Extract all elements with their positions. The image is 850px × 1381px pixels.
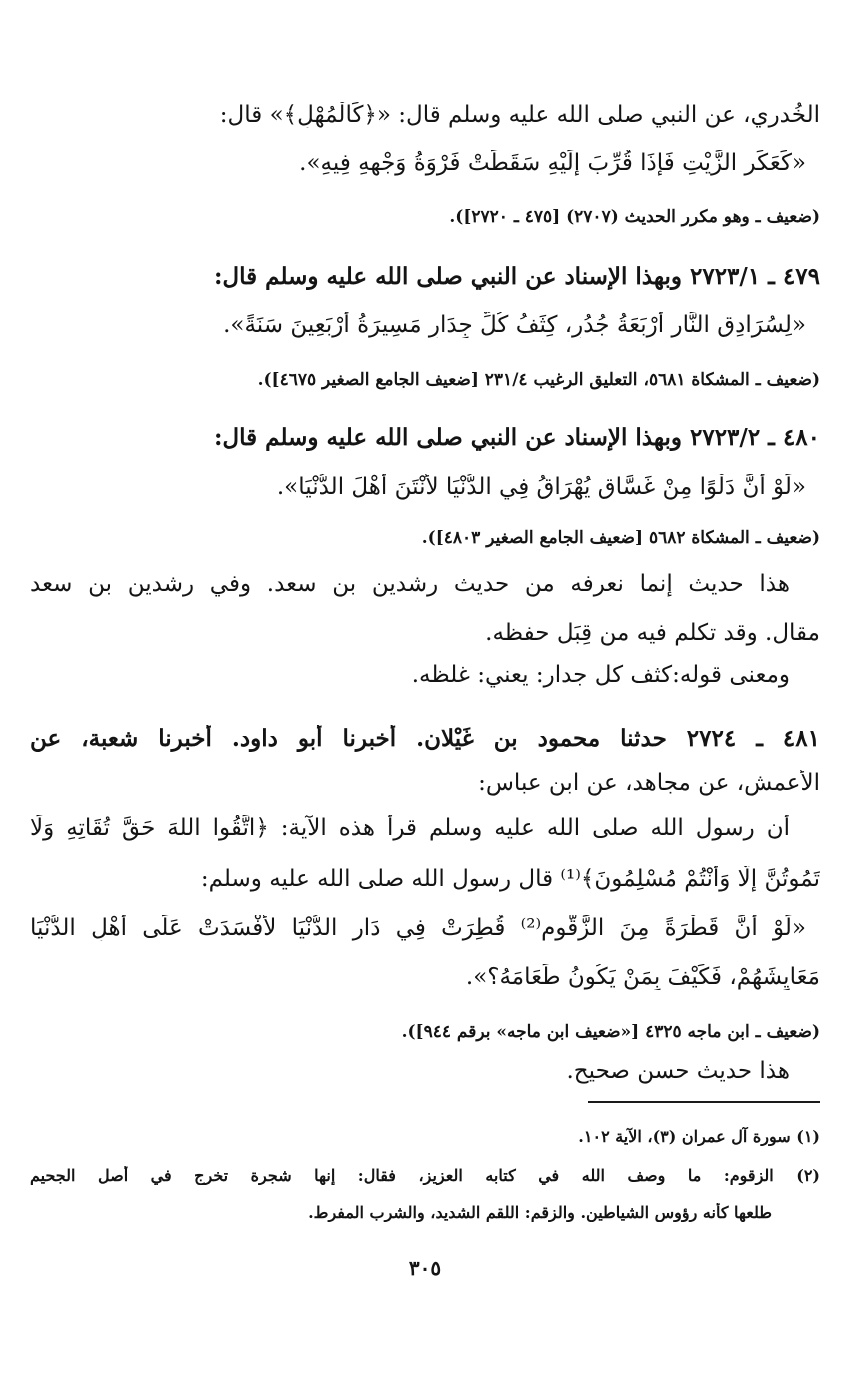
footnote-separator [588, 1101, 820, 1103]
grading-note: (ضعيف ـ وهو مكرر الحديث (٢٧٠٧) [٤٧٥ ـ ٢٧٢٠]). [449, 207, 820, 227]
hadith-481-verdict: هذا حديث حسن صحيح. [566, 1058, 790, 1084]
hadith-481-quote-2: مَعَايِشَهُمْ، فَكَيْفَ بِمَنْ يَكُونُ طَعَامَهُ؟». [465, 964, 820, 990]
text-line-1: الخُدري، عن النبي صلى الله عليه وسلم قال: «﴿كَالْمُهْلِ﴾» قال: [219, 102, 820, 128]
footnote-1: (١) سورة آل عمران (٣)، الآية ١٠٢. [578, 1127, 820, 1146]
page-number: ٣٠٥ [408, 1256, 442, 1280]
hadith-481-heading: ٤٨١ ـ ٢٧٢٤ حدثنا محمود بن غَيْلان. أخبرنا أبو داود. أخبرنا شعبة، عن [30, 725, 820, 752]
hadith-quote-line: «كَعَكَرِ الزَّيْتِ فَإِذَا قُرِّبَ إِلَيْهِ سَقَطَتْ فَرْوَةُ وَجْهِهِ فِيهِ». [299, 150, 806, 176]
hadith-479-quote: «لِسُرَادِقِ النَّارِ أَرْبَعَةُ جُدُرٍ، كِثَفُ كُلِّ جِدَارٍ مَسِيرَةُ أَرْبَعِينَ سَنَةً». [223, 312, 806, 338]
footnote-2: (٢) الزقوم: ما وصف الله في كتابه العزيز، فقال: إنها شجرة تخرج في أصل الجحيم [30, 1166, 820, 1185]
hadith-481-chain: الأعمش، عن مجاهد، عن ابن عباس: [478, 770, 820, 796]
footnote-2-continued: طلعها كأنه رؤوس الشياطين. والزقم: اللقم الشديد، والشرب المفرط. [308, 1203, 772, 1222]
hadith-481-grading: (ضعيف ـ ابن ماجه ٤٣٢٥ [«ضعيف ابن ماجه» برقم ٩٤٤]). [401, 1022, 820, 1042]
hadith-480-quote: «لَوْ أَنَّ دَلْوًا مِنْ غَسَّاقٍ يُهْرَاقُ فِي الدُّنْيَا لأَنْتَنَ أَهْلَ الدُّنْيَا». [276, 474, 806, 500]
commentary-line-1: هذا حديث إنما نعرفه من حديث رِشدين بن سعد. وفي رِشدين بن سعد [30, 571, 790, 597]
hadith-479-grading: (ضعيف ـ المشكاة ٥٦٨١، التعليق الرغيب ٢٣١/٤ [ضعيف الجامع الصغير ٤٦٧٥]). [257, 370, 820, 390]
hadith-480-grading: (ضعيف ـ المشكاة ٥٦٨٢ [ضعيف الجامع الصغير ٤٨٠٣]). [421, 528, 820, 548]
hadith-481-quote-1: «لَوْ أَنَّ قَطْرَةً مِنَ الزَّقُّومِ⁽²⁾ قُطِرَتْ فِي دَارِ الدُّنْيَا لأَفْسَدَتْ عَلَى أَهْلِ الدُّنْيَا [30, 915, 806, 941]
hadith-481-text-2: تَمُوتُنَّ إِلَّا وَأَنْتُمْ مُسْلِمُونَ﴾⁽¹⁾ قال رسول الله صلى الله عليه وسلم: [200, 866, 820, 892]
hadith-480-heading: ٤٨٠ ـ ٢٧٢٣/٢ وبهذا الإسناد عن النبي صلى الله عليه وسلم قال: [213, 424, 820, 451]
commentary-line-2: مقال. وقد تكلم فيه من قِبَل حفظه. [485, 620, 820, 646]
hadith-481-text-1: أن رسول الله صلى الله عليه وسلم قرأ هذه الآية: ﴿اتَّقُوا اللهَ حَقَّ تُقَاتِهِ وَلَا [30, 815, 790, 841]
commentary-line-3: ومعنى قوله:كثف كل جدار: يعني: غلظه. [411, 662, 790, 688]
hadith-479-heading: ٤٧٩ ـ ٢٧٢٣/١ وبهذا الإسناد عن النبي صلى الله عليه وسلم قال: [213, 263, 820, 290]
